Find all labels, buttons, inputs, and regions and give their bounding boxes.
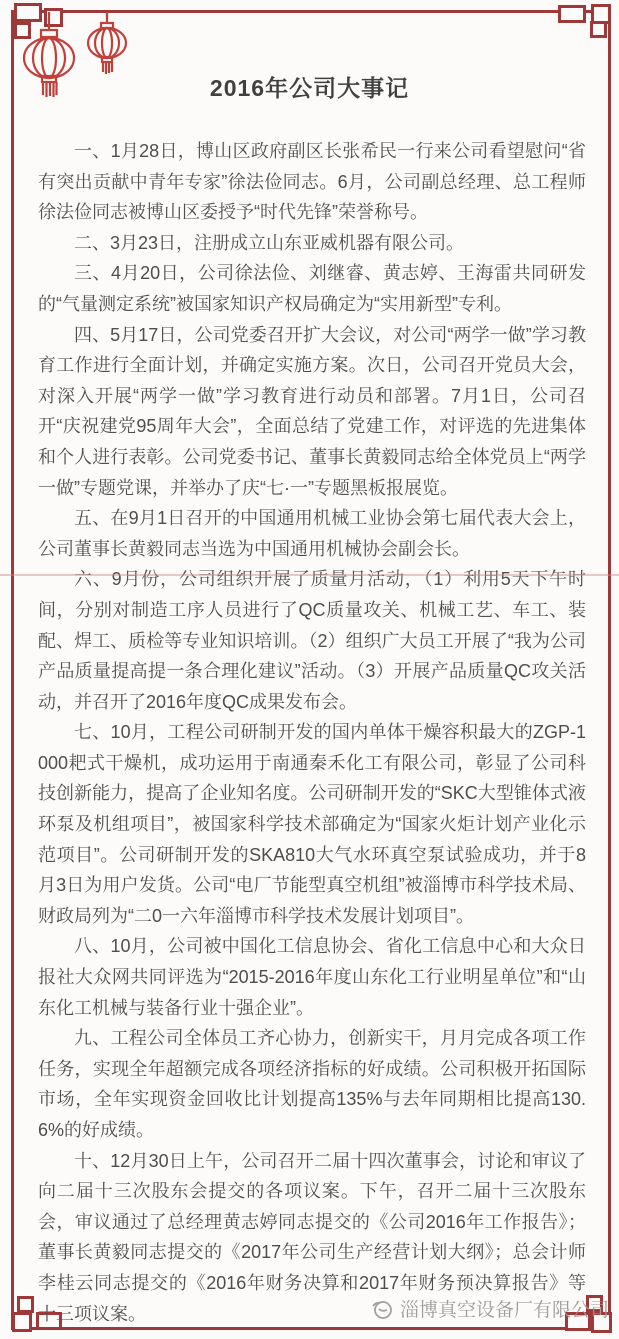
paragraph: 五、在9月1日召开的中国通用机械工业协会第七届代表大会上，公司董事长黄毅同志当选为中国通用机械协会副会长。 <box>38 508 586 559</box>
paragraph: 二、3月23日，注册成立山东亚威机器有限公司。 <box>74 232 465 253</box>
paragraph: 一、1月28日，博山区政府副区长张希民一行来公司看望慰问“省有突出贡献中青年专家”徐法俭同志。6月，公司副总经理、总工程师徐法俭同志被博山区委授予“时代先锋”荣誉称号。 <box>38 141 586 223</box>
company-logo-icon <box>370 1297 394 1321</box>
paragraph: 三、4月20日，公司徐法俭、刘继睿、黄志婷、王海雷共同研发的“气量测定系统”被国家知识产权局确定为“实用新型”专利。 <box>38 263 586 314</box>
watermark-company-name: 淄博真空设备厂有限公司 <box>399 1300 609 1321</box>
paragraph: 八、10月，公司被中国化工信息协会、省化工信息中心和大众日报社大众网共同评选为“2015-2016年度山东化工行业明星单位”和“山东化工机械与装备行业十强企业”。 <box>38 936 586 1018</box>
paragraph: 六、9月份，公司组织开展了质量月活动，（1）利用5天下午时间，分别对制造工序人员进行了QC质量攻关、机械工艺、车工、装配、焊工、质检等专业知识培训。（2）组织广大员工开展了“我为公司产品质量提高提一条合理化建议”活动。（3）开展产品质量QC攻关活动，并召开了2016年度QC成果发布会。 <box>38 569 586 712</box>
page-title: 2016年公司大事记 <box>209 75 410 101</box>
paragraph: 九、工程公司全体员工齐心协力，创新实干，月月完成各项工作任务，实现全年超额完成各项经济指标的好成绩。公司积极开拓国际市场，全年实现资金回收比计划提高135%与去年同期相比提高130.6%的好成绩。 <box>38 1028 586 1140</box>
image-seam-divider <box>0 574 619 576</box>
paragraph: 四、5月17日，公司党委召开扩大会议，对公司“两学一做”学习教育工作进行全面计划，并确定实施方案。次日，公司召开党员大会，对深入开展“两学一做”学习教育进行动员和部署。7月1日，公司召开“庆祝建党95周年大会”，全面总结了党建工作，对评选的先进集体和个人进行表彰。公司党委书记、董事长黄毅同志给全体党员上“两学一做”专题党课，并举办了庆“七·一”专题黑板报展览。 <box>38 324 586 498</box>
paragraph: 七、10月，工程公司研制开发的国内单体干燥容积最大的ZGP-1000耙式干燥机，成功运用于南通秦禾化工有限公司，彰显了公司科技创新能力，提高了企业知名度。公司研制开发的“SKC大型锥体式液环泵及机组项目”，被国家科学技术部确定为“国家火炬计划产业化示范项目”。公司研制开发的SKA810大气水环真空泵试验成功，并于8月3日为用户发货。公司“电厂节能型真空机组”被淄博市科学技术局、财政局列为“二0一六年淄博市科学技术发展计划项目”。 <box>38 722 586 926</box>
article-body <box>38 136 586 1329</box>
watermark <box>370 1295 609 1322</box>
paragraph: 十、12月30日上午，公司召开二届十四次董事会，讨论和审议了向二届十三次股东会提交的各项议案。下午，召开二届十三次股东会，审议通过了总经理黄志婷同志提交的《公司2016年工作报告》；董事长黄毅同志提交的《2017年公司生产经营计划大纲》；总会计师李桂云同志提交的《2016年财务决算和2017年财务预决算报告》等十三项议案。 <box>38 1150 586 1324</box>
